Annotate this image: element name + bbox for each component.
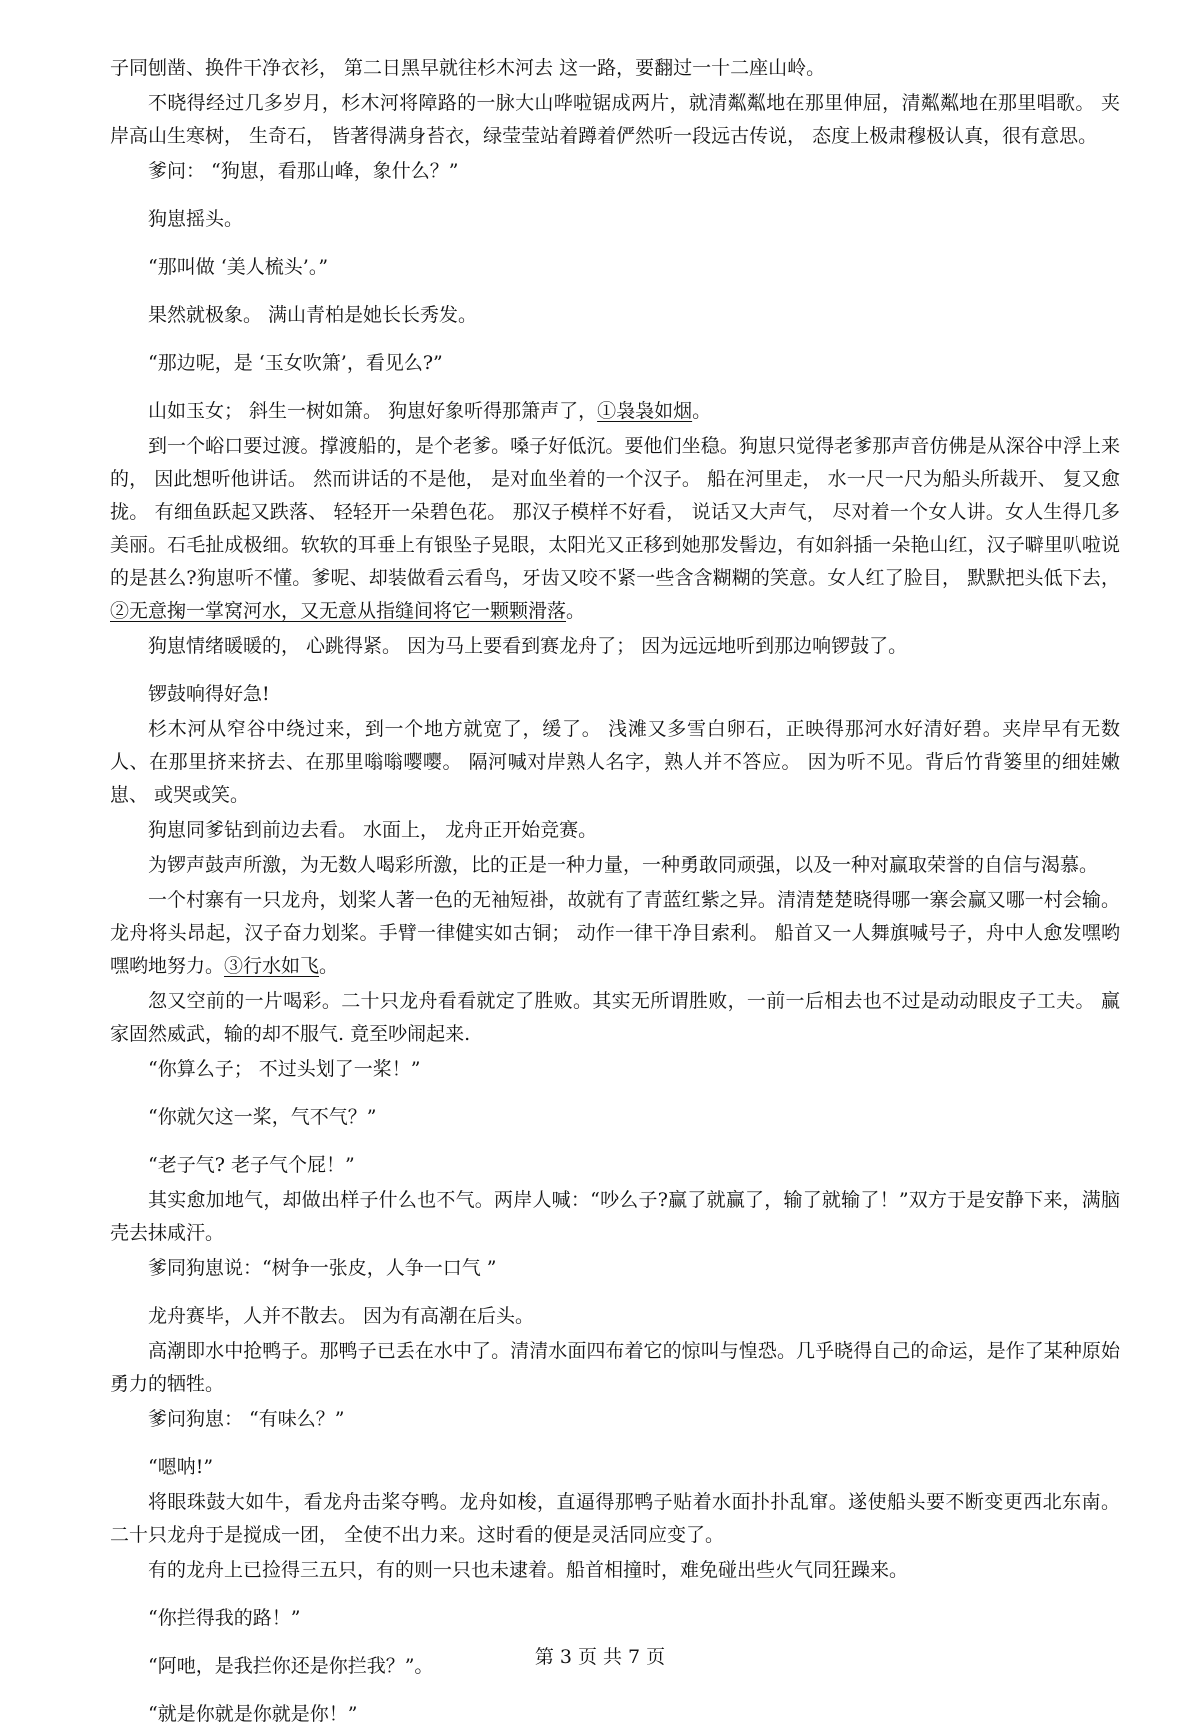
paragraph-text: 有的龙舟上已捡得三五只，有的则一只也未逮着。船首相撞时，难免碰出些火气同狂躁来。 [148,1559,909,1581]
paragraph [110,1053,1120,1086]
paragraph [110,985,1120,1051]
paragraph-text: “老子气? 老子气个屁！” [148,1154,355,1176]
paragraph [110,347,1120,380]
paragraph-text: 爹问狗崽： “有味么？” [148,1408,345,1430]
paragraph-text: “你就欠这一桨，气不气？” [148,1106,377,1128]
paragraph [110,251,1120,284]
paragraph-text: 高潮即水中抢鸭子。那鸭子已丢在水中了。清清水面四布着它的惊叫与惶恐。几乎晓得自己的命运，是作了某种原始勇力的牺牲。 [110,1340,1120,1395]
paragraph [110,430,1120,628]
paragraph-text: “你拦得我的路！” [148,1607,301,1629]
paragraph-tail: 。 [566,600,586,622]
paragraph-text: 到一个峪口要过渡。撑渡船的，是个老爹。嗓子好低沉。要他们坐稳。狗崽只觉得老爹那声音仿佛是从深谷中浮上来的， 因此想听他讲话。 然而讲话的不是他， 是对血坐着的一个汉子。 船在河里走， 水一尺一尺为船头所裁开、 复又愈拢。 有细鱼跃起又跌落、 轻轻开一朵碧色花。 那汉子模样不好看， 说话又大声气， 尽对着一个女人讲。女人生得几多美丽。石毛扯成极细。软软的耳垂上有银坠子晃眼，太阳光又正移到她那发髻边，有如斜插一朵艳山红，汉子噼里叭啦说的是甚么?狗崽听不懂。爹呢、却装做看云看鸟，牙齿又咬不紧一些含含糊糊的笑意。女人红了脸目， 默默把头低下去， [110,435,1120,589]
paragraph-text: 爹同狗崽说：“树争一张皮，人争一口气 ” [148,1257,497,1279]
paragraph [110,1252,1120,1285]
paragraph-text: 果然就极象。 满山青柏是她长长秀发。 [148,304,478,326]
paragraph-text: “那边呢，是 ‘玉女吹箫’，看见么?” [148,352,443,374]
underlined-phrase: ①袅袅如烟 [597,400,693,422]
paragraph-text: 狗崽情绪暖暖的， 心跳得紧。 因为马上要看到赛龙舟了； 因为远远地听到那边响锣鼓了。 [148,635,908,657]
paragraph-text: 其实愈加地气，却做出样子什么也不气。两岸人喊：“吵么子?赢了就赢了，输了就输了！”双方于是安静下来，满脑壳去抹咸汗。 [110,1189,1120,1244]
paragraph [110,884,1120,983]
paragraph [110,1149,1120,1182]
paragraph-tail: 。 [319,955,339,977]
paragraph-text: 一个村寨有一只龙舟，划桨人著一色的无袖短褂，故就有了青蓝红紫之异。清清楚楚晓得哪一寨会赢又哪一村会输。龙舟将头昂起，汉子奋力划桨。手臂一律健实如古铜； 动作一律干净目索利。 船首又一人舞旗喊号子，舟中人愈发嘿哟嘿哟地努力。 [110,889,1120,977]
paragraph-tail: 。 [692,400,712,422]
paragraph [110,678,1120,711]
paragraph-text: “那叫做 ‘美人梳头’。” [148,256,329,278]
paragraph-text: 忽又空前的一片喝彩。二十只龙舟看看就定了胜败。其实无所谓胜败，一前一后相去也不过是动动眼皮子工夫。 赢家固然威武，输的却不服气. 竟至吵闹起来. [110,990,1120,1045]
paragraph-text: 龙舟赛毕，人并不散去。 因为有高潮在后头。 [148,1305,535,1327]
paragraph [110,52,1120,85]
paragraph-text: 不晓得经过几多岁月，杉木河将障路的一脉大山哗啦锯成两片，就清粼粼地在那里伸屈，清粼粼地在那里唱歌。 夹岸高山生寒树， 生奇石， 皆著得满身苔衣，绿莹莹站着蹲着俨然听一段远古传说， 态度上极肃穆极认真，很有意思。 [110,92,1120,147]
paragraph [110,849,1120,882]
paragraph [110,87,1120,153]
underlined-phrase: ②无意掬一掌窝河水，又无意从指缝间将它一颗颗滑落 [110,600,567,622]
paragraph [110,1300,1120,1333]
paragraph [110,1335,1120,1401]
paragraph [110,1101,1120,1134]
underlined-phrase: ③行水如飞 [224,955,320,977]
paragraph-text: 杉木河从窄谷中绕过来，到一个地方就宽了，缓了。 浅滩又多雪白卵石，正映得那河水好清好碧。夹岸早有无数人、在那里挤来挤去、在那里嗡嗡嘤嘤。 隔河喊对岸熟人名字，熟人并不答应。 因为听不见。背后竹背篓里的细娃嫩崽、 或哭或笑。 [110,718,1120,806]
paragraph [110,1451,1120,1484]
paragraph-text: 为锣声鼓声所激，为无数人喝彩所激，比的正是一种力量，一种勇敢同顽强，以及一种对赢取荣誉的自信与渴慕。 [148,854,1099,876]
paragraph-text: “你算么子； 不过头划了一桨！” [148,1058,421,1080]
paragraph-text: 山如玉女； 斜生一树如箫。 狗崽好象听得那箫声了， [148,400,598,422]
paragraph-text: “阿吔，是我拦你还是你拦我？”。 [148,1655,434,1677]
paragraph-text: 狗崽摇头。 [148,208,244,230]
paragraph-text: 爹问： “狗崽，看那山峰，象什么？” [148,160,459,182]
article-body [110,52,1120,1733]
paragraph [110,713,1120,812]
paragraph [110,203,1120,236]
paragraph [110,814,1120,847]
paragraph [110,1184,1120,1250]
paragraph-text: 锣鼓响得好急! [148,683,270,705]
paragraph [110,155,1120,188]
paragraph [110,1486,1120,1552]
paragraph [110,1403,1120,1436]
page-footer: 第 3 页 共 7 页 [534,1646,666,1668]
paragraph-text: 将眼珠鼓大如牛，看龙舟击桨夺鸭。龙舟如梭，直逼得那鸭子贴着水面扑扑乱窜。遂使船头要不断变更西北东南。 二十只龙舟于是搅成一团， 全使不出力来。这时看的便是灵活同应变了。 [110,1491,1120,1546]
paragraph-text: 狗崽同爹钻到前边去看。 水面上， 龙舟正开始竞赛。 [148,819,598,841]
paragraph [110,395,1120,428]
paragraph-text: “嗯呐!” [148,1456,214,1478]
paragraph [110,1698,1120,1731]
paragraph [110,299,1120,332]
paragraph-text: “就是你就是你就是你！” [148,1703,358,1725]
paragraph [110,1554,1120,1587]
paragraph-text: 子同刨凿、换件干净衣衫， 第二日黑早就往杉木河去 这一路，要翻过一十二座山岭。 [110,57,826,79]
paragraph [110,630,1120,663]
paragraph [110,1602,1120,1635]
